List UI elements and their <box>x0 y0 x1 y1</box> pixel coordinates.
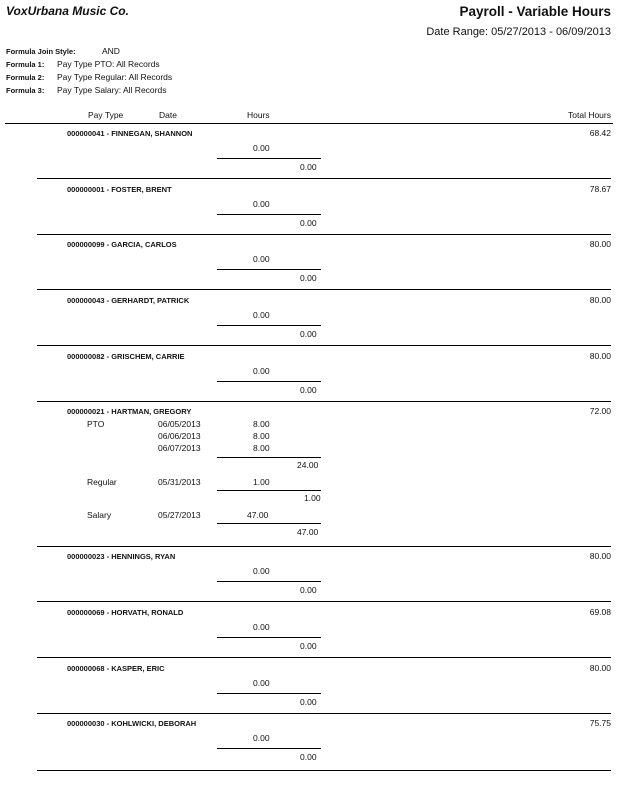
employee-total-hours: 75.75 <box>589 718 611 728</box>
employee-subtotal: 0.00 <box>300 162 317 172</box>
entry-hours: 47.00 <box>247 510 269 520</box>
formula-label: Formula 2: <box>6 73 45 82</box>
employee-row <box>0 547 624 602</box>
column-header-total-hours: Total Hours <box>568 110 611 120</box>
group-subtotal: 47.00 <box>297 527 319 537</box>
date-range <box>426 26 611 38</box>
employee-total-hours: 80.00 <box>589 663 611 673</box>
employee-row <box>0 180 624 235</box>
employee-hours: 0.00 <box>253 254 270 264</box>
employee-row <box>0 291 624 346</box>
entry-date: 05/31/2013 <box>158 477 201 487</box>
employee-subtotal: 0.00 <box>300 385 317 395</box>
employee-name: 000000069 - HORVATH, RONALD <box>67 608 184 617</box>
employee-name: 000000023 - HENNINGS, RYAN <box>67 552 176 561</box>
column-header-date: Date <box>159 110 177 120</box>
employee-total-hours: 80.00 <box>589 351 611 361</box>
employee-subtotal: 0.00 <box>300 329 317 339</box>
entry-hours: 1.00 <box>253 477 270 487</box>
employee-subtotal: 0.00 <box>300 218 317 228</box>
employee-total-hours: 72.00 <box>589 406 611 416</box>
employee-row <box>0 603 624 658</box>
subtotal-rule <box>217 581 321 582</box>
employee-divider <box>37 289 611 290</box>
formula-join-value: AND <box>102 46 120 56</box>
employee-total-hours: 80.00 <box>589 551 611 561</box>
employee-subtotal: 0.00 <box>300 752 317 762</box>
entry-date: 06/07/2013 <box>158 443 201 453</box>
pay-type-label: Regular <box>87 477 117 487</box>
employee-row <box>0 714 624 769</box>
employee-row-detailed <box>0 402 624 547</box>
entry-hours: 8.00 <box>253 419 270 429</box>
company-name: VoxUrbana Music Co. <box>6 4 129 18</box>
employee-hours: 0.00 <box>253 622 270 632</box>
entry-date: 06/06/2013 <box>158 431 201 441</box>
date-range-label: Date Range: <box>426 26 489 38</box>
subtotal-rule <box>217 693 321 694</box>
employee-hours: 0.00 <box>253 678 270 688</box>
subtotal-rule <box>217 325 321 326</box>
pay-type-label: Salary <box>87 510 112 520</box>
group-subtotal: 1.00 <box>304 493 321 503</box>
employee-name: 000000001 - FOSTER, BRENT <box>67 185 172 194</box>
employee-total-hours: 80.00 <box>589 295 611 305</box>
formula-value: Pay Type Regular: All Records <box>57 72 173 82</box>
employee-hours: 0.00 <box>253 143 270 153</box>
employee-name: 000000043 - GERHARDT, PATRICK <box>67 296 190 305</box>
entry-date: 05/27/2013 <box>158 510 201 520</box>
employee-divider <box>37 345 611 346</box>
employee-hours: 0.00 <box>253 366 270 376</box>
employee-total-hours: 69.08 <box>589 607 611 617</box>
date-range-value: 05/27/2013 - 06/09/2013 <box>491 26 611 38</box>
employee-divider <box>37 657 611 658</box>
employee-hours: 0.00 <box>253 566 270 576</box>
employee-hours: 0.00 <box>253 199 270 209</box>
entry-hours: 8.00 <box>253 431 270 441</box>
formula-value: Pay Type Salary: All Records <box>57 85 167 95</box>
employee-name: 000000021 - HARTMAN, GREGORY <box>67 407 192 416</box>
formula-label: Formula 1: <box>6 60 45 69</box>
formula-label: Formula 3: <box>6 86 45 95</box>
formula-join-label: Formula Join Style: <box>6 47 76 56</box>
employee-row <box>0 235 624 290</box>
group-subtotal: 24.00 <box>297 460 319 470</box>
employee-total-hours: 80.00 <box>589 239 611 249</box>
employee-row <box>0 659 624 714</box>
employee-total-hours: 68.42 <box>589 128 611 138</box>
employee-name: 000000082 - GRISCHEM, CARRIE <box>67 352 185 361</box>
pay-type-label: PTO <box>87 419 105 429</box>
employee-name: 000000041 - FINNEGAN, SHANNON <box>67 129 193 138</box>
employee-divider <box>37 601 611 602</box>
subtotal-rule <box>217 748 321 749</box>
employee-total-hours: 78.67 <box>589 184 611 194</box>
employee-name: 000000099 - GARCIA, CARLOS <box>67 240 177 249</box>
employee-divider <box>37 178 611 179</box>
entry-hours: 8.00 <box>253 443 270 453</box>
subtotal-rule <box>217 523 321 524</box>
report-title: Payroll - Variable Hours <box>459 4 611 19</box>
employee-subtotal: 0.00 <box>300 697 317 707</box>
employee-name: 000000068 - KASPER, ERIC <box>67 664 165 673</box>
subtotal-rule <box>217 214 321 215</box>
subtotal-rule <box>217 490 321 491</box>
employee-subtotal: 0.00 <box>300 585 317 595</box>
employee-hours: 0.00 <box>253 310 270 320</box>
employee-name: 000000030 - KOHLWICKI, DEBORAH <box>67 719 197 728</box>
subtotal-rule <box>217 158 321 159</box>
report-bottom-rule <box>37 770 611 771</box>
subtotal-rule <box>217 457 321 458</box>
employee-row <box>0 347 624 402</box>
column-header-pay-type: Pay Type <box>88 110 124 120</box>
column-header-hours: Hours <box>247 110 270 120</box>
subtotal-rule <box>217 637 321 638</box>
subtotal-rule <box>217 381 321 382</box>
employee-row <box>0 124 624 179</box>
formula-value: Pay Type PTO: All Records <box>57 59 160 69</box>
employee-hours: 0.00 <box>253 733 270 743</box>
subtotal-rule <box>217 269 321 270</box>
employee-subtotal: 0.00 <box>300 273 317 283</box>
employee-subtotal: 0.00 <box>300 641 317 651</box>
entry-date: 06/05/2013 <box>158 419 201 429</box>
